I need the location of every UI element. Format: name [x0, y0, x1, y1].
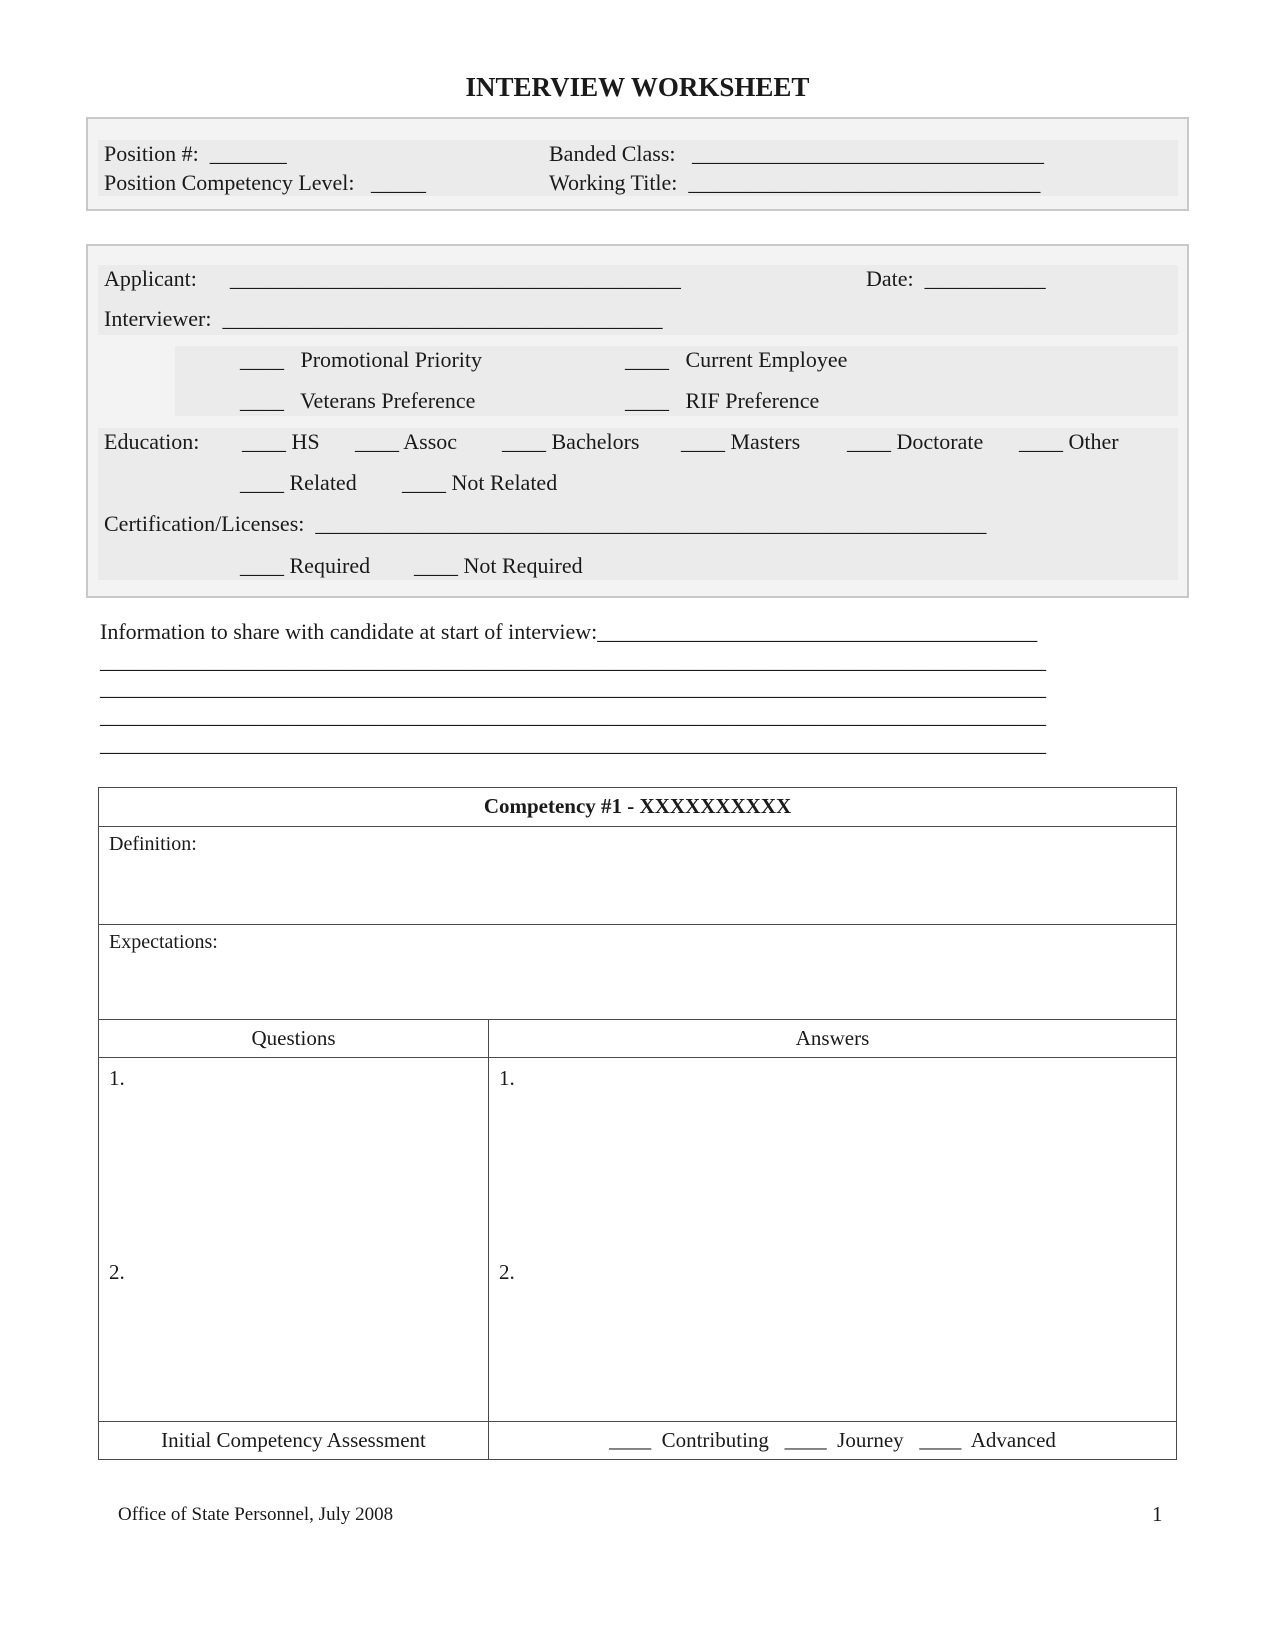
question-1-number: 1. — [109, 1066, 125, 1090]
not-related-option[interactable]: ____ Not Related — [402, 470, 558, 495]
questions-cell[interactable] — [99, 1058, 489, 1422]
not-required-option[interactable]: ____ Not Required — [414, 553, 583, 578]
assessment-options[interactable]: ____ Contributing ____ Journey ____ Advanced — [489, 1422, 1177, 1460]
question-2-number: 2. — [109, 1260, 125, 1284]
education-option-other[interactable]: ____ Other — [1019, 429, 1119, 454]
answer-2-number: 2. — [499, 1260, 515, 1284]
education-option-bachelors[interactable]: ____ Bachelors — [502, 429, 640, 454]
answers-header: Answers — [489, 1020, 1177, 1058]
answers-cell[interactable] — [489, 1058, 1177, 1422]
applicant-field[interactable]: Applicant: _________________________________________ — [104, 266, 681, 291]
definition-label: Definition: — [109, 833, 197, 855]
education-option-hs[interactable]: ____ HS — [242, 429, 320, 454]
required-option[interactable]: ____ Required — [240, 553, 371, 578]
info-blank-line[interactable]: ______________________________________________________________________________________ — [100, 648, 1046, 673]
banded-class-field[interactable]: Banded Class: ________________________________ — [549, 141, 1044, 166]
definition-cell[interactable] — [99, 827, 1177, 925]
interviewer-field[interactable]: Interviewer: ________________________________________ — [104, 306, 663, 331]
competency-heading: Competency #1 - XXXXXXXXXX — [99, 788, 1177, 827]
education-option-assoc[interactable]: ____ Assoc — [355, 429, 458, 454]
rif-preference-option[interactable]: ____ RIF Preference — [625, 388, 820, 413]
related-option[interactable]: ____ Related — [240, 470, 357, 495]
competency-table — [98, 787, 1177, 1460]
current-employee-option[interactable]: ____ Current Employee — [625, 347, 848, 372]
education-label: Education: — [104, 429, 200, 454]
education-option-masters[interactable]: ____ Masters — [681, 429, 801, 454]
page-number: 1 — [1152, 1502, 1163, 1526]
education-option-doctorate[interactable]: ____ Doctorate — [847, 429, 984, 454]
expectations-label: Expectations: — [109, 931, 218, 953]
info-blank-line[interactable]: ______________________________________________________________________________________ — [100, 675, 1046, 700]
expectations-cell[interactable] — [99, 925, 1177, 1020]
position-number-field[interactable]: Position #: _______ — [104, 141, 287, 166]
info-blank-line[interactable]: ______________________________________________________________________________________ — [100, 703, 1046, 728]
date-field[interactable]: Date: ___________ — [866, 266, 1046, 291]
info-to-share-field[interactable]: Information to share with candidate at start of interview:________________________________________ — [100, 619, 1038, 644]
veterans-preference-option[interactable]: ____ Veterans Preference — [240, 388, 476, 413]
questions-header: Questions — [99, 1020, 489, 1058]
promotional-priority-option[interactable]: ____ Promotional Priority — [240, 347, 482, 372]
working-title-field[interactable]: Working Title: ________________________________ — [549, 170, 1041, 195]
page-title: INTERVIEW WORKSHEET — [465, 72, 810, 102]
assessment-label: Initial Competency Assessment — [99, 1422, 489, 1460]
footer-office: Office of State Personnel, July 2008 — [118, 1504, 394, 1525]
certification-field[interactable]: Certification/Licenses: _____________________________________________________________ — [104, 511, 987, 536]
answer-1-number: 1. — [499, 1066, 515, 1090]
competency-level-field[interactable]: Position Competency Level: _____ — [104, 170, 427, 195]
info-blank-line[interactable]: ______________________________________________________________________________________ — [100, 731, 1046, 756]
